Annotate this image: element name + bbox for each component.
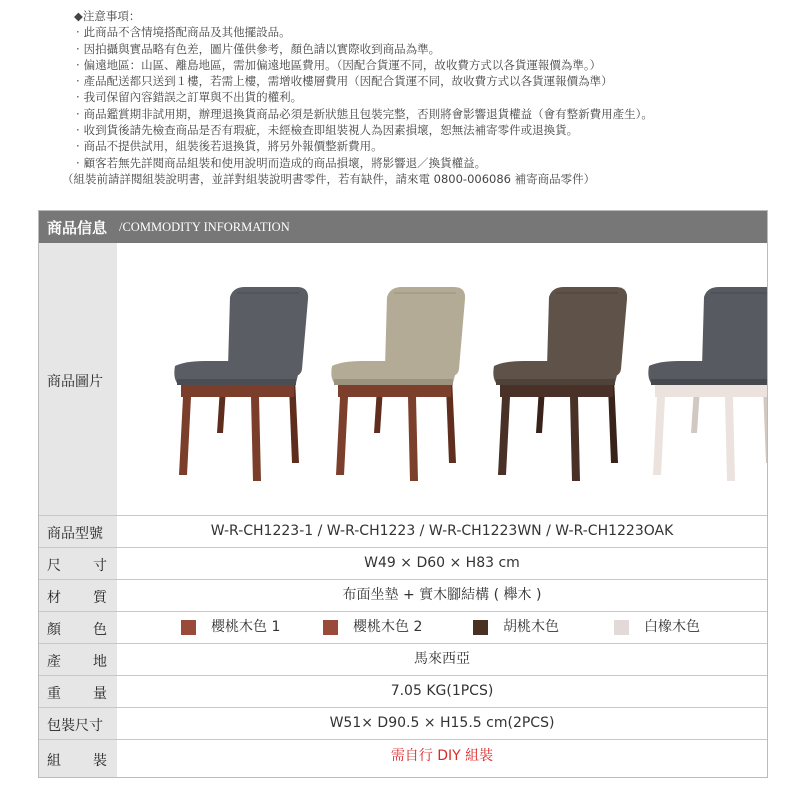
notice-item: · 我司保留內容錯誤之訂單與不出貨的權利。 (70, 89, 790, 105)
notice-item: · 產品配送都只送到１樓，若需上樓，需增收樓層費用（因配合貨運不同，故收費方式以各貨運報價為準） (70, 73, 790, 89)
row-assembly (39, 739, 767, 777)
notice-item: · 偏遠地區：山區、離島地區，需加偏遠地區費用。（因配合貨運不同，故收費方式以各貨運報價為準。） (70, 57, 790, 73)
size-label-2: 寸 (93, 558, 107, 574)
section-subtitle: /COMMODITY INFORMATION (119, 220, 290, 234)
assembly-label-2: 裝 (93, 753, 107, 769)
size-label-1: 尺 (47, 558, 61, 574)
chair-front-leg (498, 397, 510, 475)
package-value: W51× D90.5 × H15.5 cm(2PCS) (329, 715, 555, 731)
package-label: 包裝尺寸 (47, 718, 103, 734)
chair-seat-edge (177, 379, 296, 385)
assembly-label-1: 組 (47, 753, 61, 769)
chair-4 (648, 287, 767, 481)
material-value: 布面坐墊 + 實木腳結構 ( 櫸木 ) (342, 587, 542, 603)
chair-apron (500, 385, 613, 397)
row-weight (39, 675, 767, 707)
weight-value: 7.05 KG(1PCS) (390, 683, 494, 699)
chairs-illustration (117, 243, 767, 515)
chair-front-leg (725, 397, 735, 481)
chair-front-leg (570, 397, 580, 481)
chair-seat-edge (496, 379, 615, 385)
color-swatch-white-oak (614, 620, 629, 635)
size-value: W49 × D60 × H83 cm (364, 555, 520, 571)
chair-3 (493, 287, 627, 481)
color-swatch-walnut (473, 620, 488, 635)
color-label-2: 色 (93, 622, 107, 638)
commodity-info-table (38, 210, 768, 778)
chair-2 (331, 287, 465, 481)
origin-value: 馬來西亞 (414, 651, 470, 667)
row-material (39, 579, 767, 611)
origin-label-2: 地 (93, 654, 107, 670)
color-name-cherry-1: 櫻桃木色 1 (211, 619, 281, 635)
section-header (39, 211, 767, 243)
notice-item: · 商品鑑賞期非試用期，辦理退換貨商品必須是新狀態且包裝完整，否則將會影響退貨權益（會有整新費用產生）。 (70, 106, 790, 122)
chair-1 (174, 287, 308, 481)
assembly-value: 需自行 DIY 組裝 (390, 748, 494, 764)
material-label-1: 材 (47, 590, 61, 606)
chair-seat-edge (651, 379, 767, 385)
color-name-cherry-2: 櫻桃木色 2 (353, 619, 423, 635)
chair-front-leg (179, 397, 191, 475)
color-options (117, 612, 767, 643)
section-title: 商品信息 (47, 219, 108, 237)
model-label: 商品型號 (47, 526, 103, 542)
chair-apron (338, 385, 451, 397)
color-swatch-cherry-2 (323, 620, 338, 635)
notice-title: ◆注意事項： (74, 9, 141, 23)
material-label-2: 質 (93, 590, 107, 606)
weight-label-1: 重 (47, 686, 61, 702)
color-name-white-oak: 白橡木色 (644, 619, 700, 635)
notice-block (62, 8, 790, 187)
color-name-walnut: 胡桃木色 (503, 619, 559, 635)
notice-item: · 顧客若無先詳閱商品組裝和使用說明而造成的商品損壞，將影響退／換貨權益。 (70, 155, 790, 171)
notice-footer: （組裝前請詳閱組裝說明書，並詳對組裝說明書零件，若有缺件，請來電 0800-006086 補寄商品零件） (62, 171, 596, 186)
notice-item: · 因拍攝與實品略有色差，圖片僅供參考，顏色請以實際收到商品為準。 (70, 41, 790, 57)
photo-label-cell (39, 243, 117, 515)
notice-item: · 收到貨後請先檢查商品是否有瑕疵，未經檢查即組裝視人為因素損壞，恕無法補寄零件或退換貨。 (70, 122, 790, 138)
color-label-1: 顏 (47, 622, 61, 638)
row-origin (39, 643, 767, 675)
row-package (39, 707, 767, 739)
origin-label-1: 產 (47, 654, 61, 670)
chair-front-leg (408, 397, 418, 481)
chair-seat-edge (334, 379, 453, 385)
chair-front-leg (251, 397, 261, 481)
weight-label-2: 量 (93, 686, 107, 702)
notice-item: · 商品不提供試用，組裝後若退換貨，將另外報價整新費用。 (70, 138, 790, 154)
notice-item: · 此商品不含情境搭配商品及其他擺設品。 (70, 24, 790, 40)
chair-apron (655, 385, 767, 397)
product-photos (117, 243, 767, 515)
model-value: W-R-CH1223-1 / W-R-CH1223 / W-R-CH1223WN / W-R-CH1223OAK (210, 523, 674, 539)
row-model (39, 515, 767, 547)
color-swatch-cherry-1 (181, 620, 196, 635)
photo-label: 商品圖片 (47, 374, 103, 390)
chair-front-leg (336, 397, 348, 475)
row-color (39, 611, 767, 643)
chair-apron (181, 385, 294, 397)
row-size (39, 547, 767, 579)
chair-front-leg (653, 397, 665, 475)
